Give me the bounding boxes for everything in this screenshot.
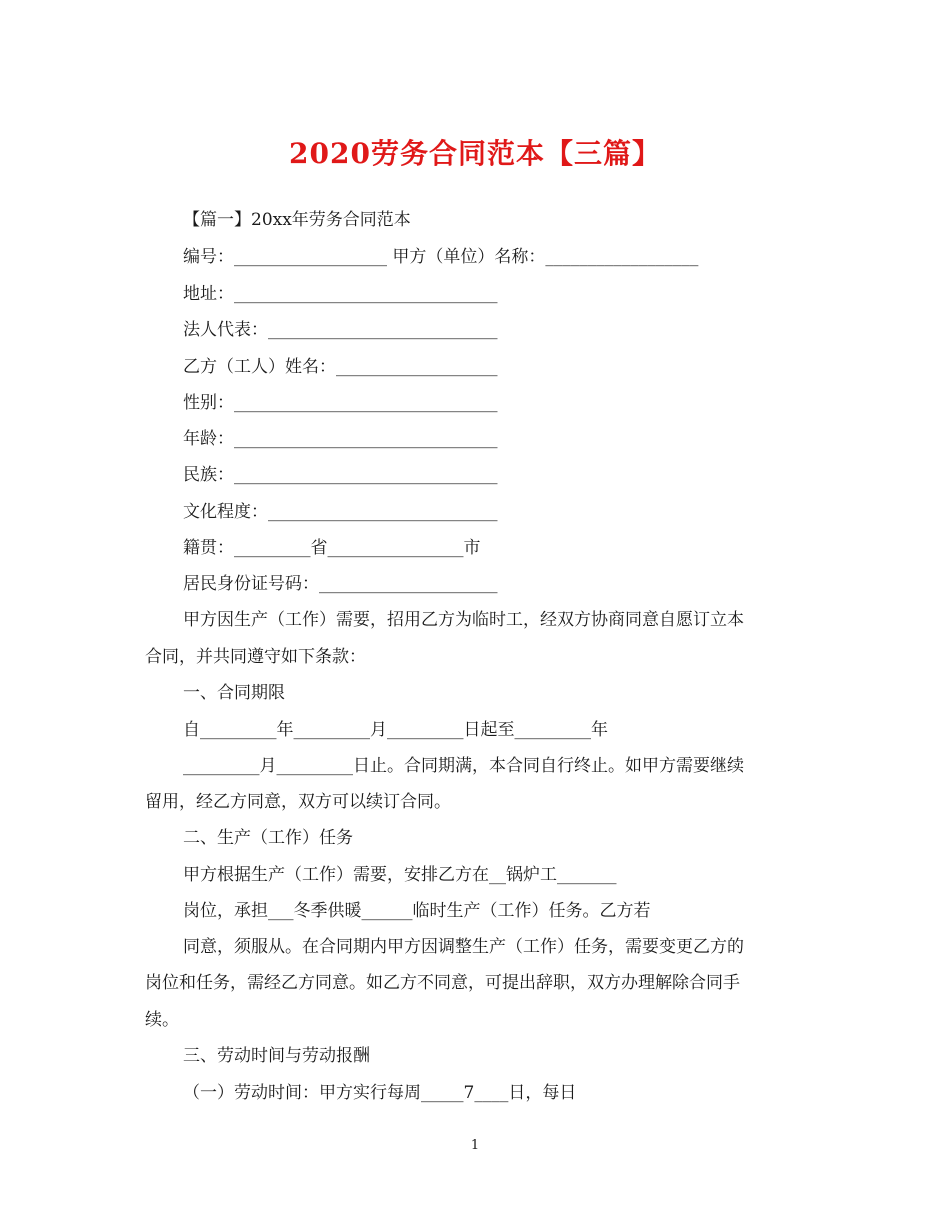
paragraph-term-line1: 自_________年_________月_________日起至_________年	[183, 720, 608, 740]
field-party-b-name: 乙方（工人）姓名：___________________	[183, 357, 498, 377]
paragraph-intro-line2: 合同，并共同遵守如下条款：	[145, 647, 366, 667]
clause-heading-term: 一、合同期限	[183, 683, 285, 703]
page-number: 1	[470, 1138, 480, 1153]
field-age: 年龄：_______________________________	[183, 429, 498, 449]
paragraph-term-line2: _________月_________日止。合同期满，本合同自行终止。如甲方需要继续	[183, 756, 744, 776]
field-address: 地址：_______________________________	[183, 284, 498, 304]
field-ethnicity: 民族：_______________________________	[183, 465, 498, 485]
field-id-number: 居民身份证号码：_____________________	[183, 574, 498, 594]
clause-heading-tasks: 二、生产（工作）任务	[183, 828, 353, 848]
field-legal-rep: 法人代表：___________________________	[183, 320, 498, 340]
paragraph-tasks-line4: 岗位和任务，需经乙方同意。如乙方不同意，可提出辞职，双方办理解除合同手	[145, 973, 740, 993]
document-title: 2020劳务合同范本【三篇】	[289, 137, 661, 170]
paragraph-tasks-line2: 岗位，承担___冬季供暖______临时生产（工作）任务。乙方若	[183, 901, 651, 921]
paragraph-tasks-line5: 续。	[145, 1010, 179, 1030]
field-serial-party-a: 编号：__________________ 甲方（单位）名称：__________________	[183, 247, 699, 267]
paragraph-term-line3: 留用，经乙方同意，双方可以续订合同。	[145, 792, 451, 812]
paragraph-tasks-line3: 同意，须服从。在合同期内甲方因调整生产（工作）任务，需要变更乙方的	[183, 937, 744, 957]
clause-heading-hours-pay: 三、劳动时间与劳动报酬	[183, 1046, 370, 1066]
paragraph-hours-line1: （一）劳动时间：甲方实行每周_____7____日，每日	[183, 1083, 577, 1103]
section-heading-part1: 【篇一】20xx年劳务合同范本	[183, 210, 411, 230]
field-education: 文化程度：___________________________	[183, 502, 498, 522]
paragraph-tasks-line1: 甲方根据生产（工作）需要，安排乙方在__锅炉工_______	[183, 865, 617, 885]
field-native-place: 籍贯：_________省________________市	[183, 538, 481, 558]
field-gender: 性别：_______________________________	[183, 393, 498, 413]
paragraph-intro-line1: 甲方因生产（工作）需要，招用乙方为临时工，经双方协商同意自愿订立本	[183, 610, 744, 630]
